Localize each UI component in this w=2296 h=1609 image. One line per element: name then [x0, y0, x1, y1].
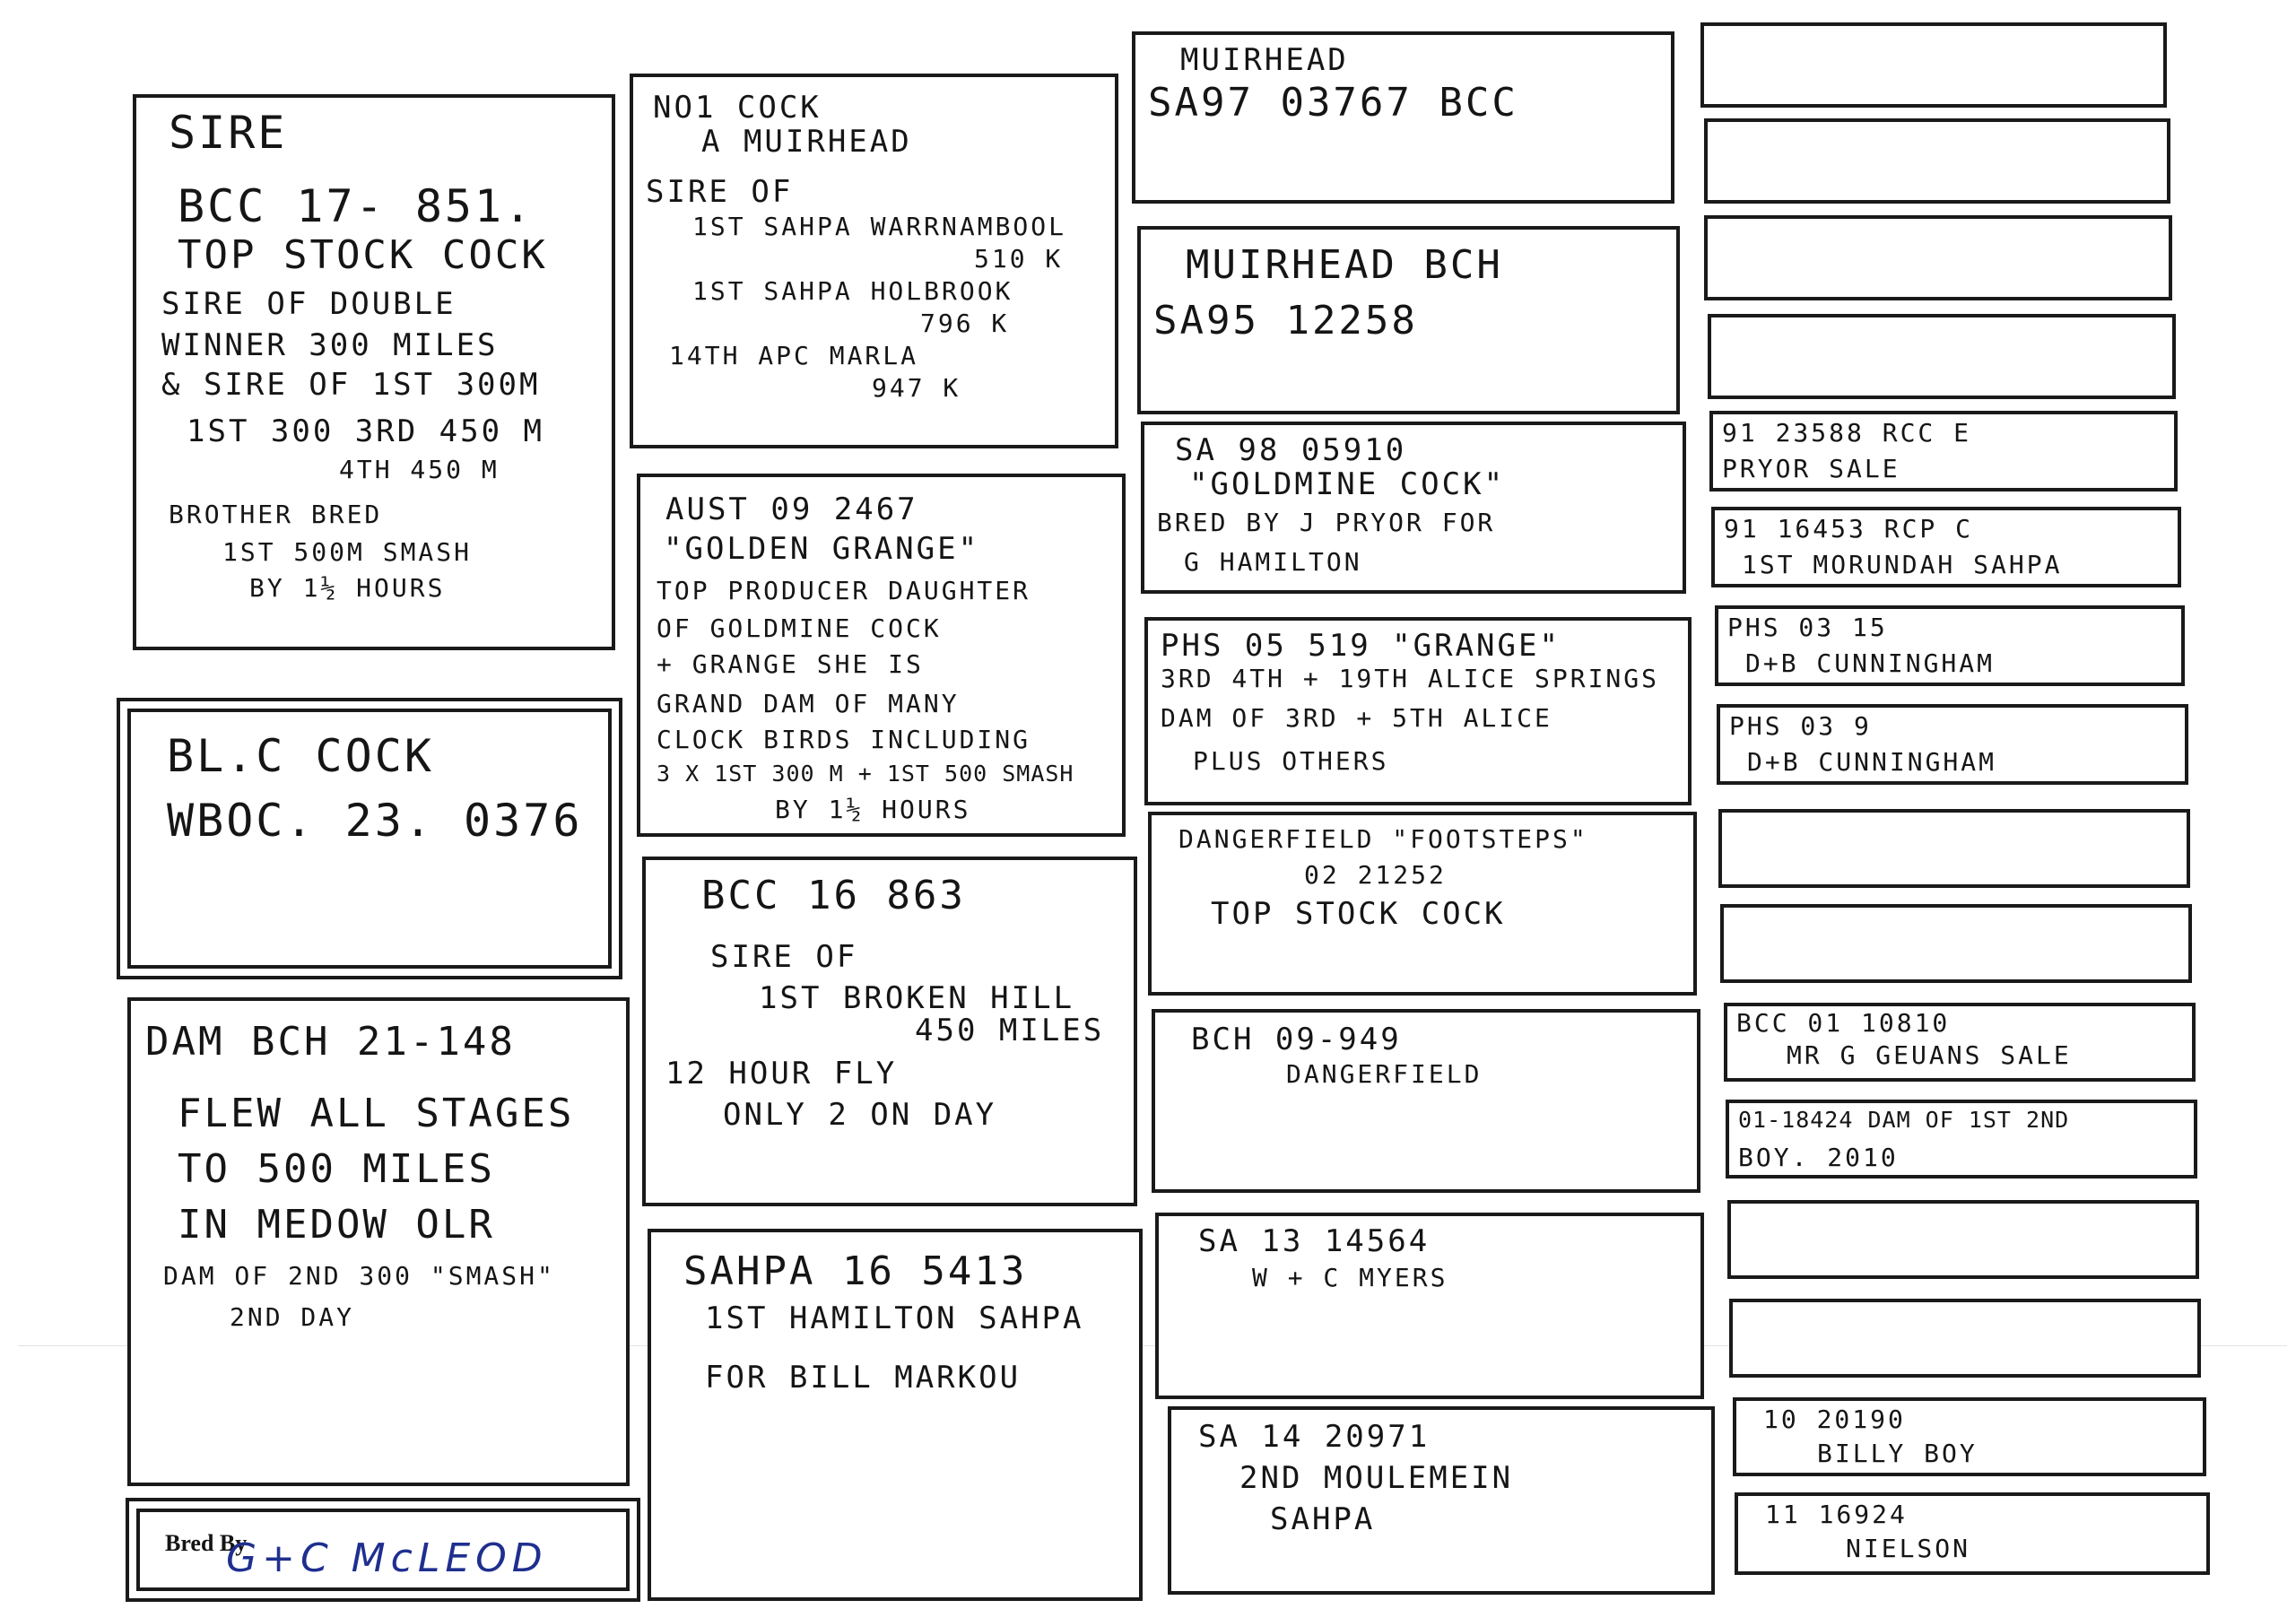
sire-line: BY 1½ HOURS [249, 573, 446, 603]
grandsire-maternal-line: 1ST BROKEN HILL [759, 980, 1075, 1016]
gen3-line: W + C MYERS [1252, 1263, 1448, 1292]
granddam-paternal-box [637, 474, 1126, 837]
sire-line: BROTHER BRED [169, 500, 383, 529]
grandsire-paternal-line: 510 K [974, 244, 1064, 274]
granddam-paternal-line: 3 X 1ST 300 M + 1ST 500 SMASH [657, 761, 1074, 787]
dam-line: IN MEDOW OLR [178, 1202, 495, 1248]
sire-line: 1ST 300 3RD 450 M [187, 413, 544, 449]
gen4-line: 1ST MORUNDAH SAHPA [1742, 550, 2063, 579]
gen4-box-empty [1708, 314, 2176, 399]
gen3-line: SA95 12258 [1153, 298, 1418, 344]
granddam-maternal-line: SAHPA 16 5413 [683, 1248, 1028, 1294]
gen4-box [1735, 1492, 2210, 1575]
gen3-line: PLUS OTHERS [1193, 746, 1389, 776]
gen3-line: SAHPA [1270, 1501, 1376, 1537]
gen4-line: D+B CUNNINGHAM [1745, 648, 1996, 678]
gen4-line: 10 20190 [1763, 1405, 1906, 1434]
sire-line: WINNER 300 MILES [161, 327, 499, 363]
gen3-line: 2ND MOULEMEIN [1239, 1460, 1514, 1496]
gen3-line: SA 98 05910 [1175, 432, 1407, 468]
gen4-line: MR G GEUANS SALE [1787, 1040, 2072, 1070]
dam-line: FLEW ALL STAGES [178, 1091, 575, 1136]
gen4-box-empty [1720, 904, 2192, 983]
gen3-line: TOP STOCK COCK [1211, 896, 1506, 932]
gen3-line: SA 13 14564 [1198, 1223, 1431, 1259]
gen3-box [1152, 1009, 1700, 1193]
breeder-box [136, 1509, 630, 1591]
gen4-line: 91 16453 RCP C [1724, 514, 1974, 544]
grandsire-maternal-line: SIRE OF [710, 939, 858, 975]
gen3-box [1148, 812, 1697, 996]
gen3-line: "GOLDMINE COCK" [1189, 466, 1506, 502]
breeder-name: G+C McLEOD [226, 1535, 548, 1581]
gen3-line: MUIRHEAD BCH [1186, 242, 1503, 288]
gen3-line: 3RD 4TH + 19TH ALICE SPRINGS [1161, 664, 1660, 693]
sire-line: SIRE OF DOUBLE [161, 286, 457, 322]
breeder-label: Bred By [165, 1530, 248, 1556]
gen3-line: 02 21252 [1304, 860, 1447, 890]
grandsire-maternal-line: 12 HOUR FLY [665, 1056, 898, 1092]
gen4-box [1724, 1003, 2196, 1082]
gen4-box [1733, 1397, 2206, 1476]
gen4-line: NIELSON [1846, 1534, 1971, 1563]
sire-box [133, 94, 615, 650]
gen3-box [1144, 617, 1692, 805]
gen4-line: 11 16924 [1765, 1500, 1908, 1529]
subject-bird-box [127, 709, 612, 969]
sire-line: 4TH 450 M [339, 455, 500, 484]
granddam-maternal-line: 1ST HAMILTON SAHPA [705, 1300, 1084, 1336]
grandsire-paternal-line: 796 K [920, 309, 1010, 338]
gen3-box [1141, 422, 1686, 594]
gen3-line: DANGERFIELD "FOOTSTEPS" [1178, 824, 1588, 854]
dam-line: 2ND DAY [230, 1302, 355, 1332]
gen3-line: MUIRHEAD [1180, 42, 1349, 78]
gen4-box [1726, 1100, 2197, 1178]
grandsire-paternal-line: 1ST SAHPA WARRNAMBOOL [692, 212, 1067, 241]
granddam-paternal-line: CLOCK BIRDS INCLUDING [657, 725, 1031, 754]
grandsire-maternal-line: BCC 16 863 [701, 873, 966, 918]
gen3-box [1137, 226, 1680, 414]
sire-line: 1ST 500M SMASH [222, 537, 473, 567]
gen4-box [1715, 605, 2185, 686]
granddam-paternal-line: + GRANGE SHE IS [657, 649, 924, 679]
gen4-line: PHS 03 15 [1727, 613, 1888, 642]
gen3-line: BCH 09-949 [1191, 1022, 1402, 1057]
dam-box [127, 997, 630, 1486]
granddam-paternal-line: OF GOLDMINE COCK [657, 613, 942, 643]
dam-line: DAM OF 2ND 300 "SMASH" [163, 1261, 555, 1291]
gen4-line: 91 23588 RCC E [1722, 418, 1972, 448]
grandsire-paternal-line: 14TH APC MARLA [669, 341, 919, 370]
gen4-box-empty [1704, 118, 2170, 204]
grandsire-paternal-line: A MUIRHEAD [701, 124, 912, 160]
gen3-line: SA97 03767 BCC [1148, 80, 1518, 126]
sire-line: & SIRE OF 1ST 300M [161, 367, 541, 403]
granddam-paternal-line: GRAND DAM OF MANY [657, 689, 960, 718]
gen4-line: BCC 01 10810 [1736, 1008, 1951, 1038]
granddam-paternal-line: TOP PRODUCER DAUGHTER [657, 576, 1031, 605]
dam-line: DAM BCH 21-148 [145, 1019, 516, 1065]
gen4-box-empty [1727, 1200, 2199, 1279]
subject-line: BL.C COCK [167, 730, 434, 782]
gen4-line: BILLY BOY [1817, 1439, 1978, 1468]
gen4-box [1709, 411, 2178, 491]
grandsire-paternal-line: SIRE OF [646, 174, 794, 210]
gen4-box-empty [1700, 22, 2167, 108]
gen4-box-empty [1729, 1299, 2201, 1378]
granddam-maternal-box [648, 1229, 1143, 1601]
sire-line: TOP STOCK COCK [178, 232, 548, 278]
gen3-line: DAM OF 3RD + 5TH ALICE [1161, 703, 1552, 733]
granddam-paternal-line: BY 1½ HOURS [775, 795, 971, 824]
sire-line: BCC 17- 851. [178, 180, 535, 232]
gen4-box-empty [1718, 809, 2190, 888]
grandsire-paternal-line: 1ST SAHPA HOLBROOK [692, 276, 1013, 306]
grandsire-maternal-line: ONLY 2 ON DAY [723, 1097, 997, 1133]
gen3-box [1155, 1213, 1704, 1399]
subject-line: WBOC. 23. 0376 [167, 795, 583, 847]
grandsire-paternal-line: 947 K [872, 373, 961, 403]
grandsire-maternal-box [642, 857, 1137, 1206]
gen4-line: D+B CUNNINGHAM [1747, 747, 1997, 777]
gen3-line: BRED BY J PRYOR FOR [1157, 508, 1496, 537]
gen3-line: PHS 05 519 "GRANGE" [1161, 628, 1561, 664]
gen3-line: G HAMILTON [1184, 547, 1362, 577]
dam-line: TO 500 MILES [178, 1146, 495, 1192]
grandsire-maternal-line: 450 MILES [915, 1013, 1105, 1048]
gen3-line: DANGERFIELD [1286, 1059, 1483, 1089]
gen3-box [1168, 1406, 1715, 1595]
granddam-paternal-line: AUST 09 2467 [665, 491, 918, 527]
sire-heading: SIRE [169, 107, 288, 159]
granddam-maternal-line: FOR BILL MARKOU [705, 1360, 1022, 1396]
gen4-line: 01-18424 DAM OF 1ST 2ND [1738, 1107, 2070, 1133]
gen4-line: PRYOR SALE [1722, 454, 1900, 483]
gen3-line: SA 14 20971 [1198, 1419, 1431, 1455]
grandsire-paternal-line: NO1 COCK [653, 90, 822, 126]
gen3-box [1132, 31, 1674, 204]
grandsire-paternal-box [630, 74, 1118, 448]
granddam-paternal-line: "GOLDEN GRANGE" [664, 531, 980, 567]
gen4-box [1717, 704, 2188, 785]
gen4-line: BOY. 2010 [1738, 1143, 1899, 1172]
gen4-box [1711, 507, 2181, 587]
gen4-box-empty [1704, 215, 2172, 300]
gen4-line: PHS 03 9 [1729, 711, 1872, 741]
